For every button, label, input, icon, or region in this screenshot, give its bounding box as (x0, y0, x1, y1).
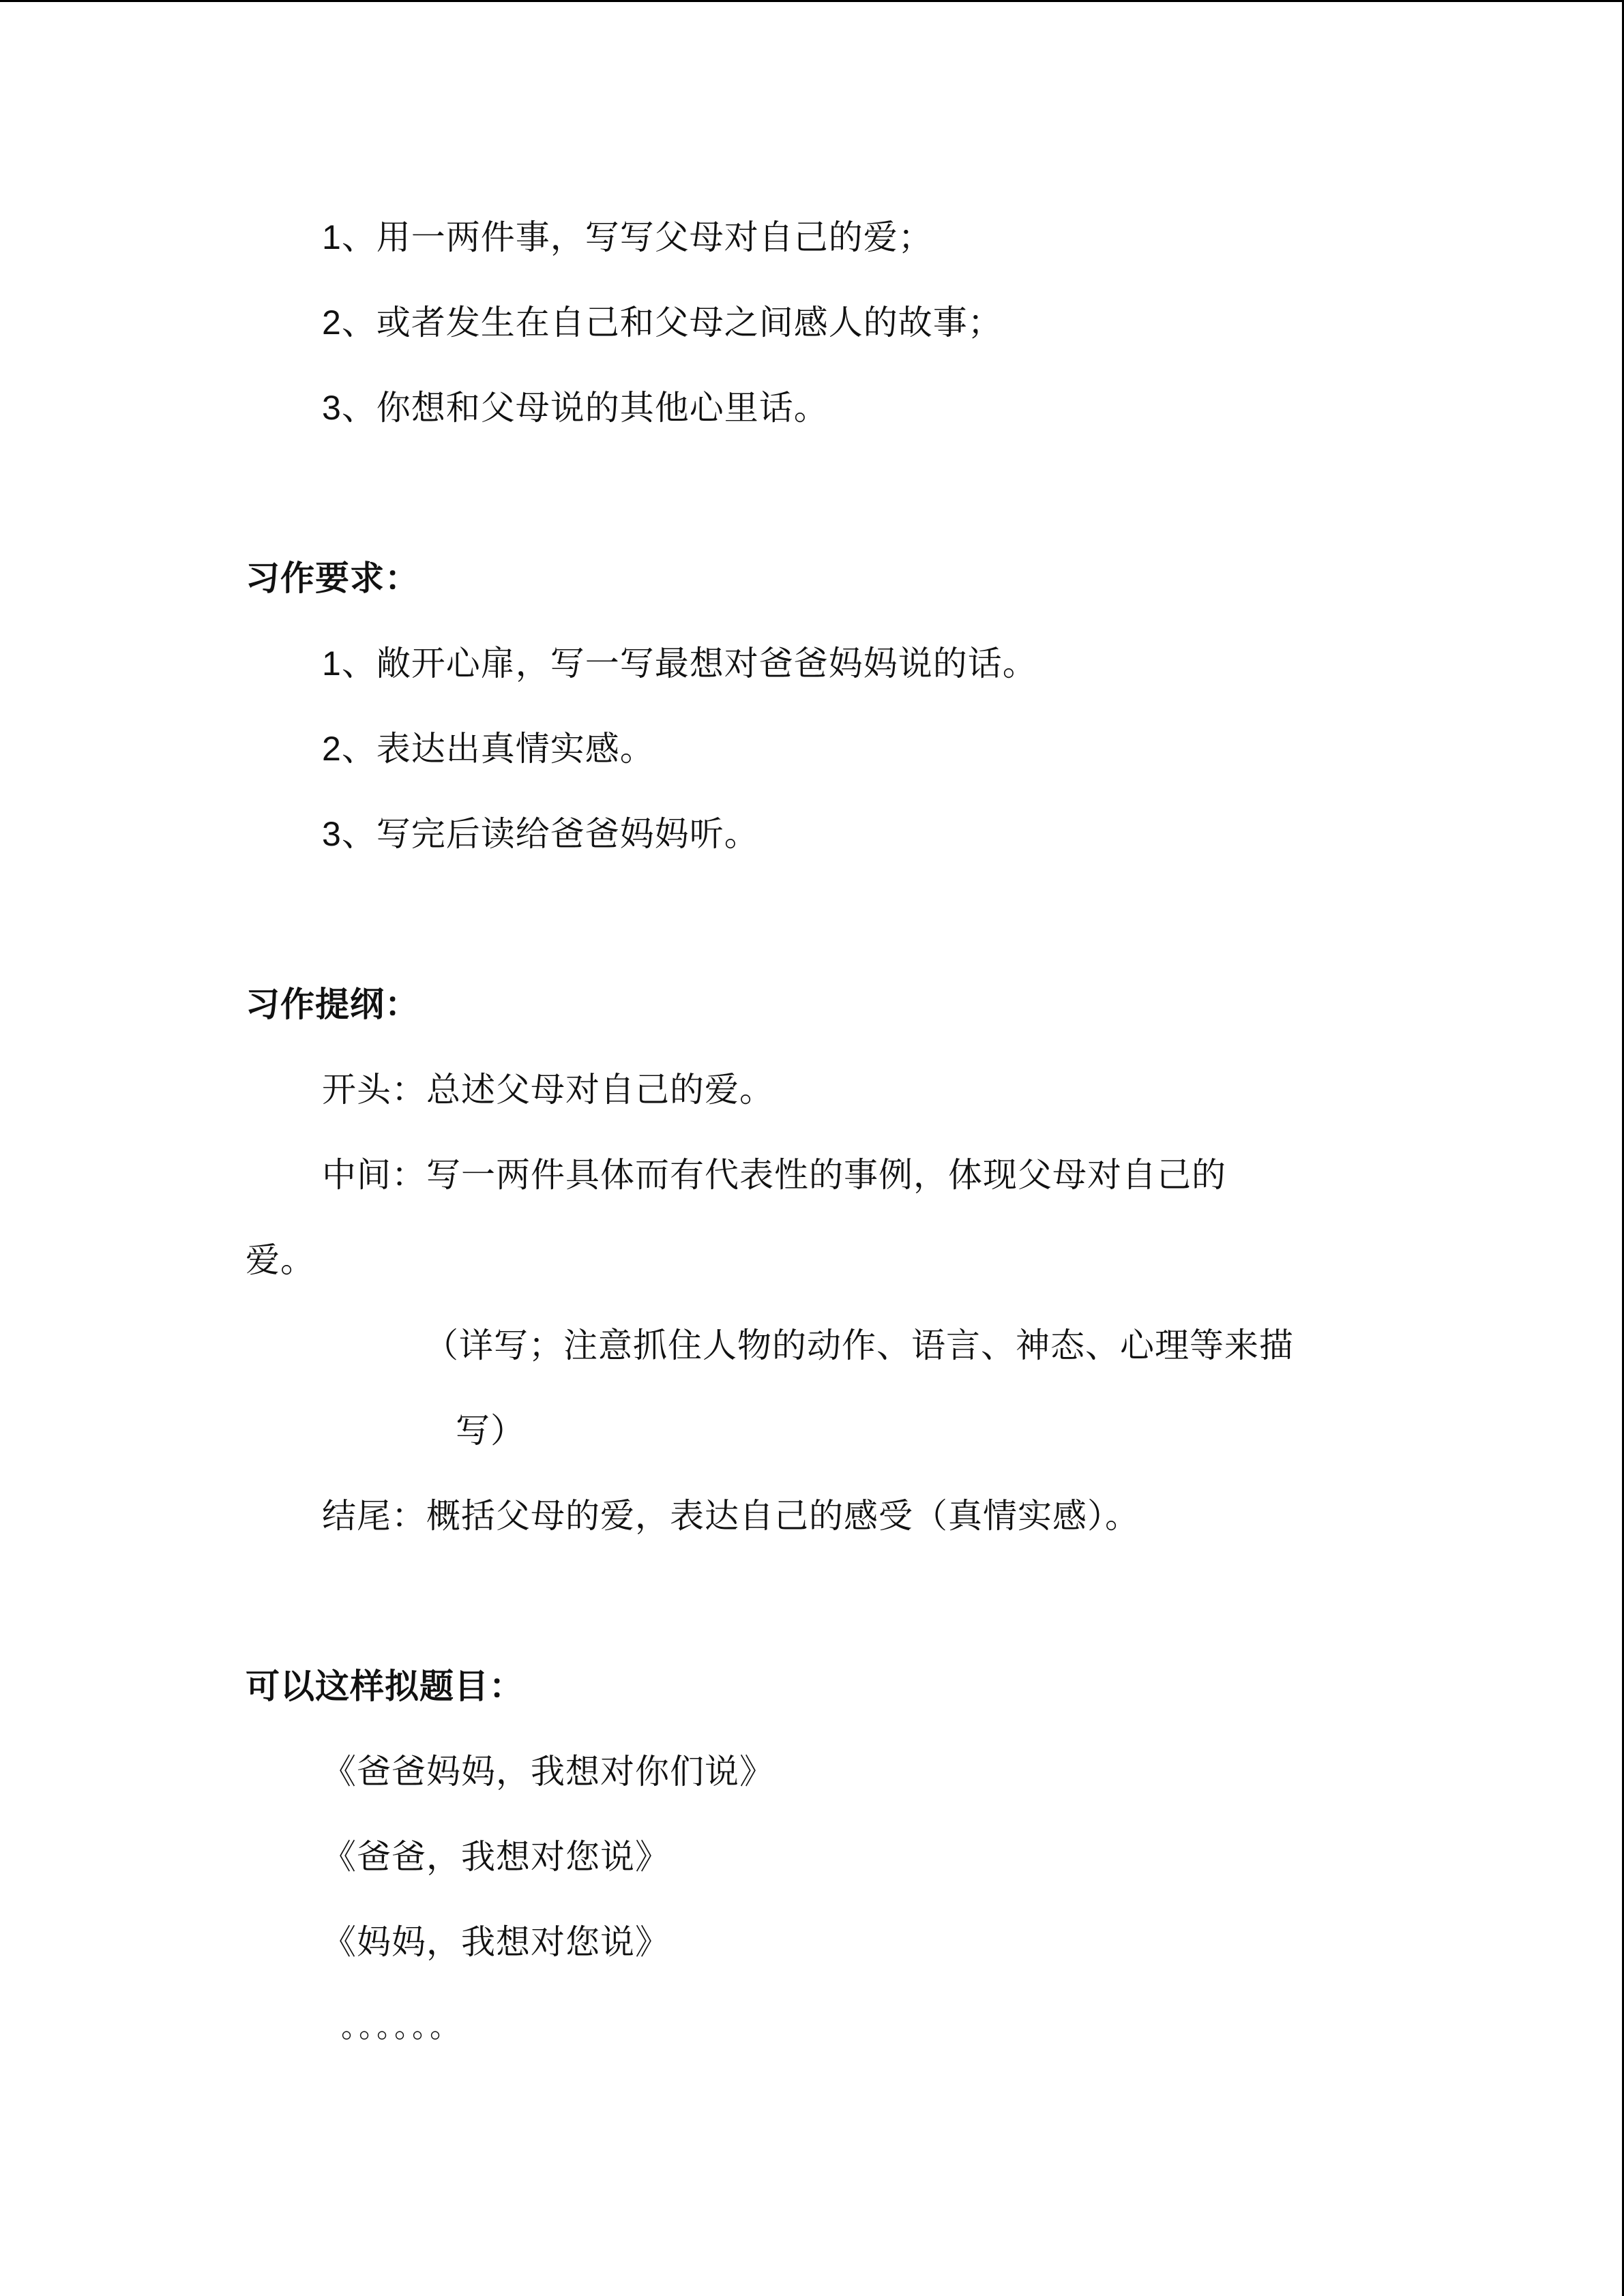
page-top-border (0, 0, 1624, 2)
requirement-item-2-number: 2 (322, 730, 342, 768)
requirement-item-2 (322, 728, 655, 769)
title-suggestion-2: 《爸爸，我想对您说》 (322, 1837, 670, 1877)
intro-item-2 (322, 302, 1003, 343)
intro-item-3-text: 、你想和父母说的其他心里话。 (341, 388, 829, 428)
requirements-heading: 习作要求： (246, 558, 419, 598)
title-suggestion-1: 《爸爸妈妈，我想对你们说》 (322, 1752, 774, 1791)
titles-heading: 可以这样拟题目： (246, 1667, 524, 1706)
requirement-item-3 (322, 814, 759, 854)
outline-ending: 结尾：概括父母的爱，表达自己的感受（真情实感）。 (322, 1496, 1140, 1536)
requirement-item-1-number: 1 (322, 644, 342, 683)
outline-note-line-2: 写） (456, 1411, 525, 1450)
requirement-item-1 (322, 643, 1037, 684)
outline-middle-line-2: 爱。 (246, 1240, 315, 1280)
intro-item-1-number: 1 (322, 218, 342, 256)
requirement-item-2-text: 、表达出真情实感。 (341, 729, 655, 769)
outline-middle-line-1: 中间：写一两件具体而有代表性的事例，体现父母对自己的 (322, 1155, 1226, 1195)
intro-item-1-text: 、用一两件事，写写父母对自己的爱； (341, 218, 933, 257)
titles-ellipsis: 。。。。。。 (341, 2010, 462, 2044)
outline-opening: 开头：总述父母对自己的爱。 (322, 1070, 774, 1109)
intro-item-2-number: 2 (322, 303, 342, 342)
outline-note-line-1: （详写；注意抓住人物的动作、语言、神态、心理等来描 (424, 1326, 1294, 1365)
requirement-item-1-text: 、敞开心扉，写一写最想对爸爸妈妈说的话。 (341, 644, 1037, 683)
intro-item-1 (322, 217, 933, 258)
requirement-item-3-number: 3 (322, 815, 342, 853)
intro-item-3 (322, 387, 829, 428)
title-suggestion-3: 《妈妈，我想对您说》 (322, 1922, 670, 1962)
intro-item-3-number: 3 (322, 389, 342, 427)
outline-heading: 习作提纲： (246, 985, 419, 1024)
intro-item-2-text: 、或者发生在自己和父母之间感人的故事； (341, 303, 1003, 342)
requirement-item-3-text: 、写完后读给爸爸妈妈听。 (341, 814, 759, 854)
